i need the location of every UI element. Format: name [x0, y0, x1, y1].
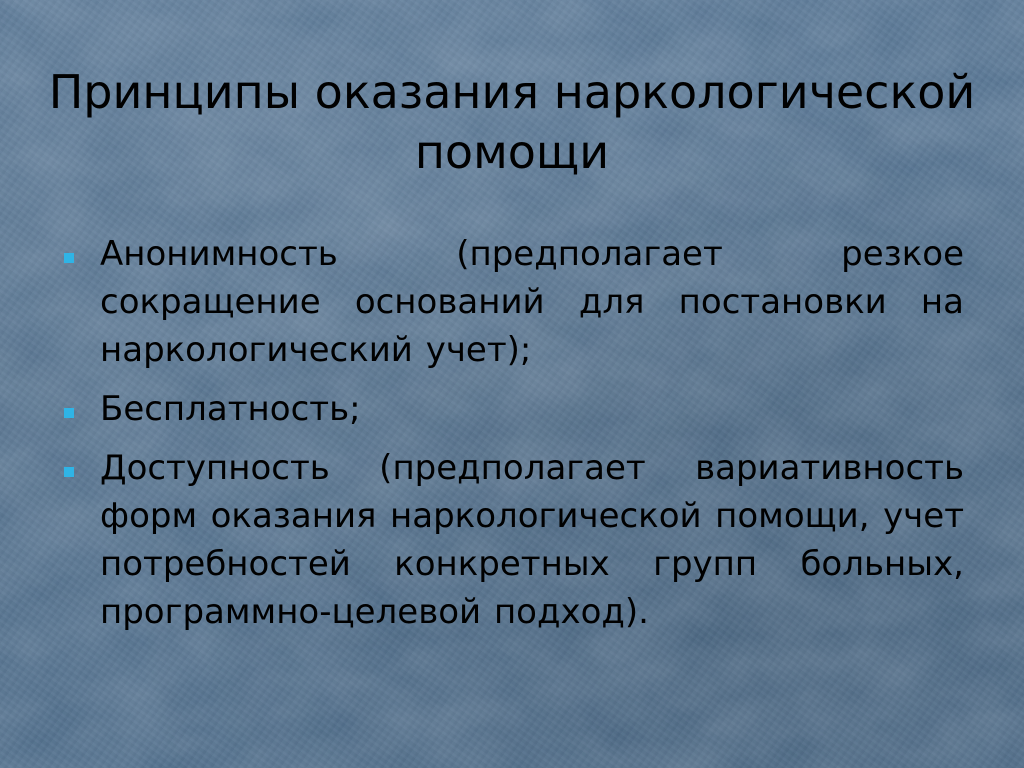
list-item-accessibility	[60, 444, 964, 636]
square-bullet-icon	[64, 467, 74, 477]
list-item-text: Анонимность (предполагает резкое сокращение оснований для постановки на наркологический учет);	[100, 234, 964, 370]
square-bullet-icon	[64, 408, 74, 418]
bullet-list	[60, 230, 964, 647]
list-item-free	[60, 385, 964, 433]
list-item-text: Доступность (предполагает вариативность форм оказания наркологической помощи, учет потребностей конкретных групп больных, программно-целевой подход).	[100, 448, 964, 632]
slide-title: Принципы оказания наркологической помощи	[48, 65, 976, 179]
list-item-text: Бесплатность;	[100, 389, 361, 429]
square-bullet-icon	[64, 253, 74, 263]
list-item-anonymity	[60, 230, 964, 374]
